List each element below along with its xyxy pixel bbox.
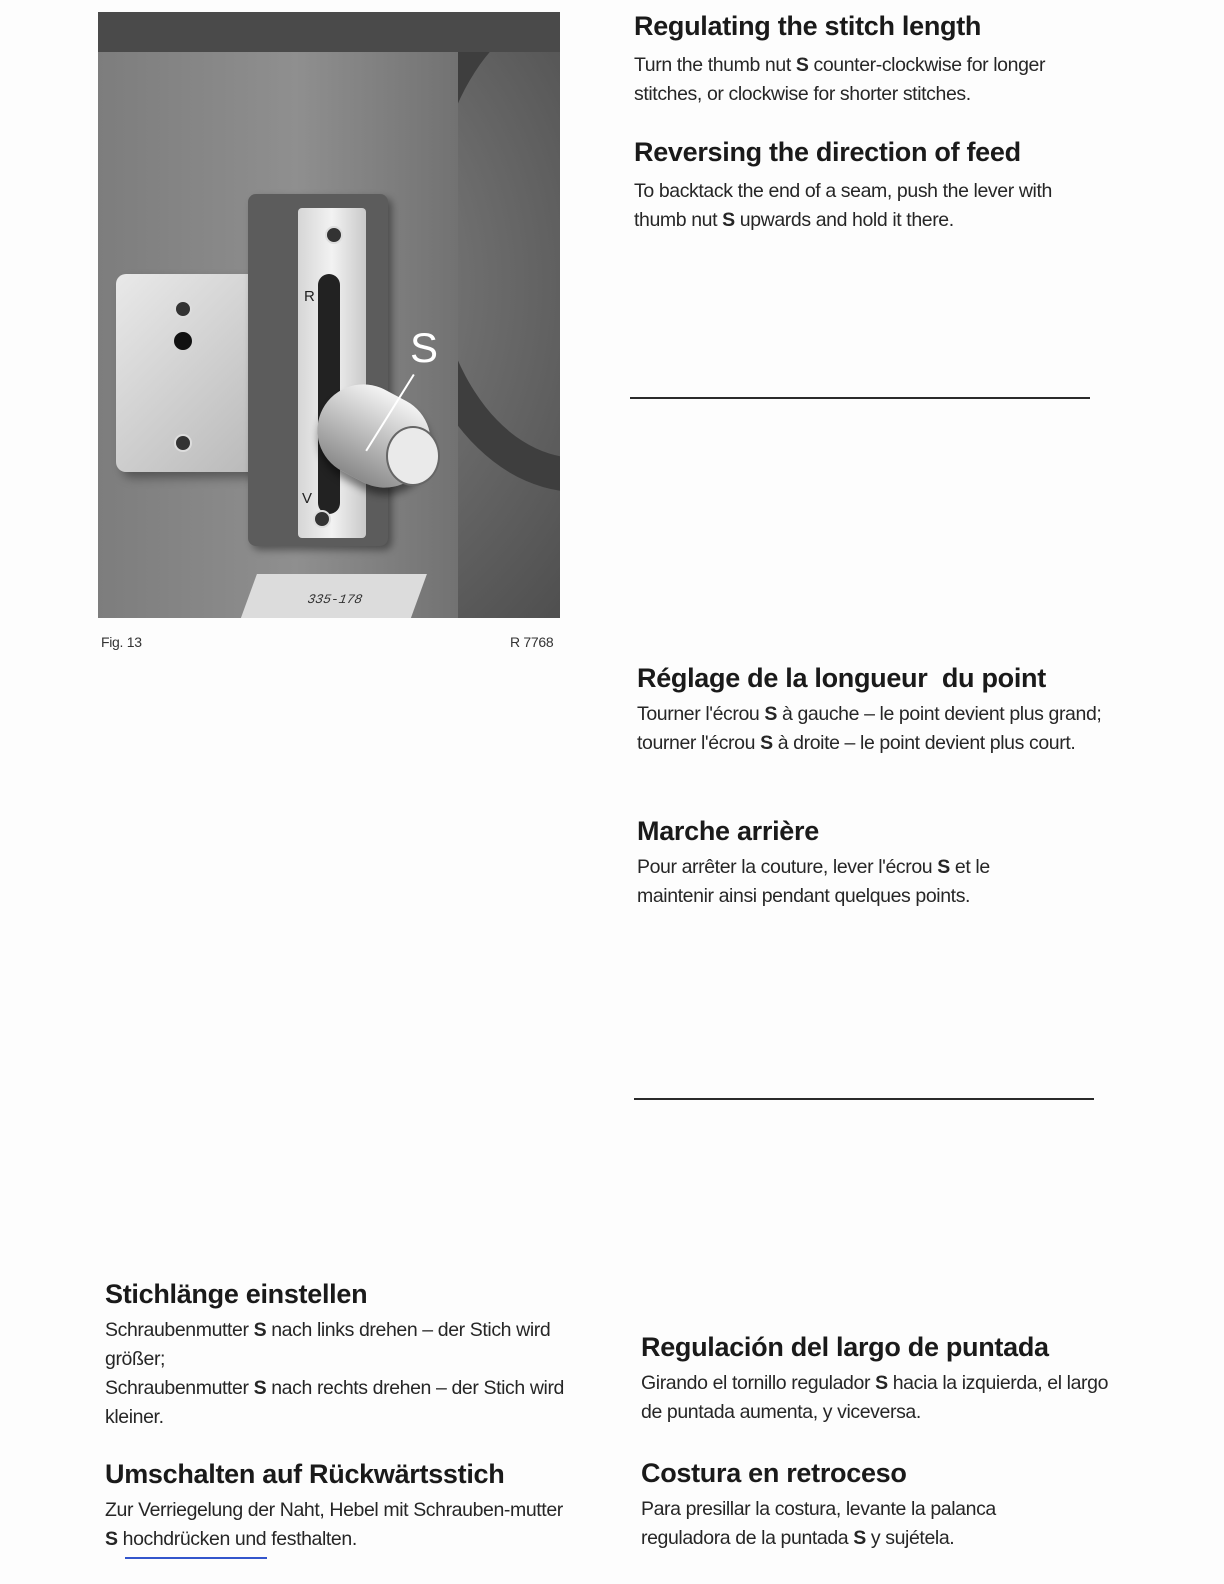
divider-de: [125, 1557, 267, 1559]
section-de-stitch-length: [105, 1278, 575, 1432]
plate-screw-top: [174, 300, 192, 318]
divider-en: [630, 397, 1090, 399]
section-de-reverse: [105, 1458, 580, 1554]
part-number-tag: [235, 574, 427, 618]
section-es-stitch-length: [641, 1331, 1111, 1427]
body-en-reverse: To backtack the end of a seam, push the lever with thumb nut S upwards and hold it there.: [634, 180, 1052, 231]
scale-mark-v: V: [302, 490, 313, 507]
body-de-reverse: Zur Verriegelung der Naht, Hebel mit Schrauben-mutter S hochdrücken und festhalten.: [105, 1499, 563, 1550]
section-en-reverse: [634, 136, 1084, 235]
plate-hole: [174, 332, 192, 350]
side-plate: [116, 274, 266, 472]
heading-fr-stitch-length: Réglage de la longueur du point: [637, 663, 1046, 693]
body-de-stitch-length-2: Schraubenmutter S nach rechts drehen – der Stich wird kleiner.: [105, 1377, 564, 1428]
section-fr-stitch-length: [637, 662, 1107, 758]
figure-caption: Fig. 13: [101, 634, 142, 650]
thumb-nut-face: [386, 426, 440, 486]
body-es-stitch-length: Girando el tornillo regulador S hacia la izquierda, el largo de puntada aumenta, y viceversa.: [641, 1372, 1109, 1423]
body-de-stitch-length-1: Schraubenmutter S nach links drehen – der Stich wird größer;: [105, 1319, 551, 1370]
body-en-stitch-length: Turn the thumb nut S counter-clockwise for longer stitches, or clockwise for shorter stitches.: [634, 54, 1046, 105]
heading-es-reverse: Costura en retroceso: [641, 1458, 907, 1488]
scale-screw-top: [325, 226, 343, 244]
heading-es-stitch-length: Regulación del largo de puntada: [641, 1332, 1049, 1362]
body-es-reverse: Para presillar la costura, levante la palanca reguladora de la puntada S y sujétela.: [641, 1498, 996, 1549]
figure-13-photo: [98, 12, 560, 618]
heading-en-reverse: Reversing the direction of feed: [634, 137, 1021, 167]
body-fr-stitch-length: Tourner l'écrou S à gauche – le point devient plus grand; tourner l'écrou S à droite – le point devient plus court.: [637, 703, 1102, 754]
heading-de-reverse: Umschalten auf Rückwärtsstich: [105, 1459, 505, 1489]
section-en-stitch-length: [634, 10, 1104, 109]
figure-reference: R 7768: [510, 634, 554, 650]
scale-mark-r: R: [304, 288, 315, 305]
section-es-reverse: [641, 1457, 1071, 1553]
section-fr-reverse: [637, 815, 1067, 911]
divider-fr: [634, 1098, 1094, 1100]
callout-s: S: [410, 324, 439, 371]
casting-top-edge: [98, 12, 560, 52]
part-number: 335-178: [304, 592, 365, 607]
heading-fr-reverse: Marche arrière: [637, 816, 819, 846]
scale-screw-bottom: [313, 510, 331, 528]
plate-screw-bottom: [174, 434, 192, 452]
heading-en-stitch-length: Regulating the stitch length: [634, 11, 982, 41]
body-fr-reverse: Pour arrêter la couture, lever l'écrou S et le maintenir ainsi pendant quelques points.: [637, 856, 990, 907]
heading-de-stitch-length: Stichlänge einstellen: [105, 1279, 368, 1309]
